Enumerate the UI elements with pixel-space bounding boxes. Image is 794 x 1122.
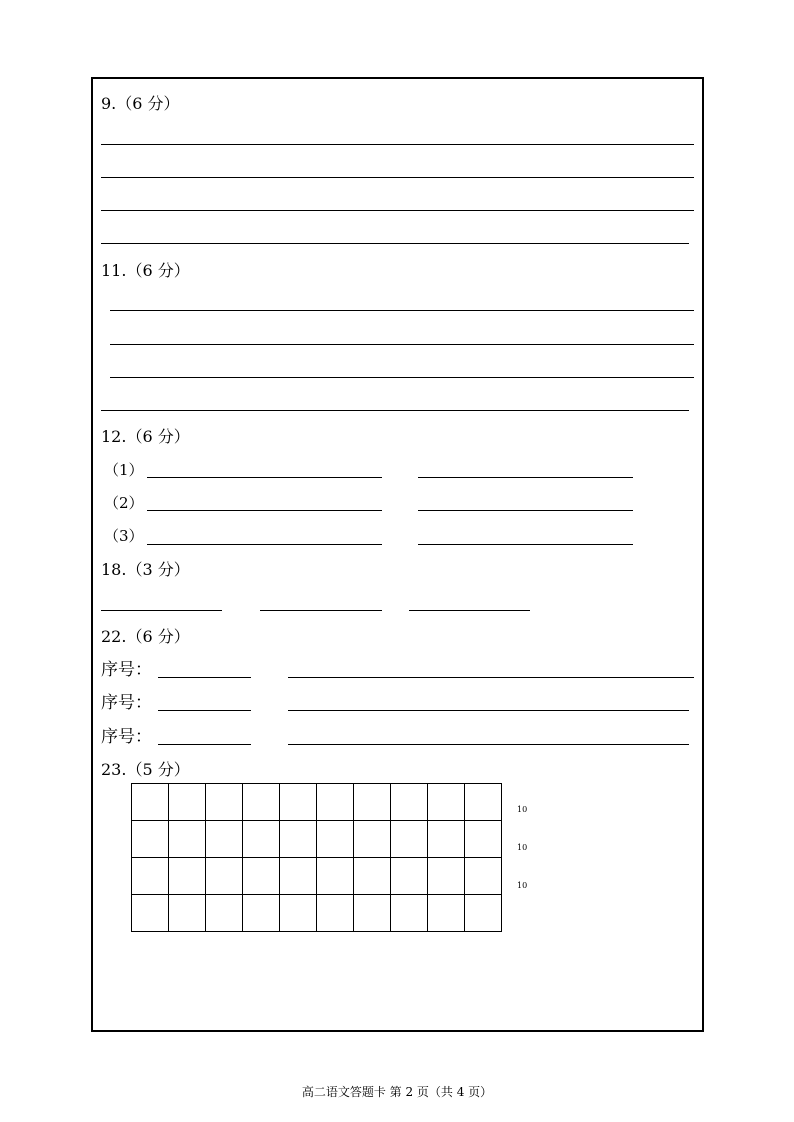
grid-cell[interactable] (354, 858, 391, 895)
q9-answer-line-1[interactable] (101, 144, 694, 145)
grid-cell[interactable] (391, 784, 428, 821)
grid-cell[interactable] (317, 895, 354, 932)
grid-cell[interactable] (428, 784, 465, 821)
grid-cell[interactable] (206, 895, 243, 932)
q12-item-2-label: （2） (104, 494, 144, 512)
grid-cell[interactable] (280, 895, 317, 932)
q22-row-1-answer-line[interactable] (288, 677, 694, 678)
q11-label: 11.（6 分） (101, 261, 190, 280)
grid-cell[interactable] (132, 858, 169, 895)
grid-cell[interactable] (465, 895, 502, 932)
grid-row (132, 895, 502, 932)
q12-item-2-line-b[interactable] (418, 510, 633, 511)
q11-answer-line-1[interactable] (110, 310, 694, 311)
q23-label: 23.（5 分） (101, 760, 190, 779)
grid-row (132, 858, 502, 895)
grid-row-2-count: 10 (517, 843, 528, 852)
grid-cell[interactable] (206, 858, 243, 895)
grid-cell[interactable] (317, 821, 354, 858)
q18-answer-line-2[interactable] (260, 610, 382, 611)
q12-item-1-line-a[interactable] (147, 477, 382, 478)
q22-row-3-prefix: 序号： (101, 727, 152, 747)
grid-row-1-count: 10 (517, 805, 528, 814)
grid-cell[interactable] (465, 821, 502, 858)
grid-cell[interactable] (243, 895, 280, 932)
q12-item-2-line-a[interactable] (147, 510, 382, 511)
grid-cell[interactable] (354, 784, 391, 821)
q11-answer-line-2[interactable] (110, 344, 694, 345)
grid-cell[interactable] (428, 821, 465, 858)
q11-answer-line-3[interactable] (110, 377, 694, 378)
grid-cell[interactable] (169, 858, 206, 895)
q9-answer-line-3[interactable] (101, 210, 694, 211)
q12-item-3-line-a[interactable] (147, 544, 382, 545)
q18-answer-line-1[interactable] (101, 610, 222, 611)
grid-cell[interactable] (317, 858, 354, 895)
q9-answer-line-4[interactable] (101, 243, 689, 244)
grid-row (132, 821, 502, 858)
grid-cell[interactable] (243, 784, 280, 821)
grid-cell[interactable] (465, 784, 502, 821)
grid-cell[interactable] (465, 858, 502, 895)
grid-cell[interactable] (354, 821, 391, 858)
grid-cell[interactable] (169, 821, 206, 858)
q9-answer-line-2[interactable] (101, 177, 694, 178)
q22-row-2-prefix: 序号： (101, 693, 152, 713)
q12-label: 12.（6 分） (101, 427, 190, 446)
grid-row (132, 784, 502, 821)
grid-cell[interactable] (280, 784, 317, 821)
q22-row-3-answer-line[interactable] (288, 744, 689, 745)
page-footer: 高二语文答题卡 第 2 页（共 4 页） (301, 1085, 493, 1099)
q22-label: 22.（6 分） (101, 627, 190, 646)
q12-item-3-line-b[interactable] (418, 544, 633, 545)
q22-row-3-number-line[interactable] (158, 744, 251, 745)
q22-row-1-prefix: 序号： (101, 660, 152, 680)
grid-cell[interactable] (243, 821, 280, 858)
q18-label: 18.（3 分） (101, 560, 190, 579)
q12-item-1-label: （1） (104, 461, 144, 479)
grid-cell[interactable] (169, 784, 206, 821)
q23-writing-grid (131, 783, 502, 932)
grid-cell[interactable] (132, 821, 169, 858)
grid-cell[interactable] (132, 895, 169, 932)
q22-row-1-number-line[interactable] (158, 677, 251, 678)
grid-cell[interactable] (169, 895, 206, 932)
grid-cell[interactable] (132, 784, 169, 821)
grid-cell[interactable] (317, 784, 354, 821)
q22-row-2-answer-line[interactable] (288, 710, 689, 711)
grid-cell[interactable] (354, 895, 391, 932)
q12-item-3-label: （3） (104, 527, 144, 545)
grid-cell[interactable] (391, 858, 428, 895)
grid-cell[interactable] (206, 784, 243, 821)
grid-cell[interactable] (280, 858, 317, 895)
grid-cell[interactable] (243, 858, 280, 895)
q11-answer-line-4[interactable] (101, 410, 689, 411)
grid-cell[interactable] (391, 895, 428, 932)
grid-cell[interactable] (391, 821, 428, 858)
grid-cell[interactable] (280, 821, 317, 858)
q12-item-1-line-b[interactable] (418, 477, 633, 478)
grid-row-3-count: 10 (517, 881, 528, 890)
grid-cell[interactable] (428, 895, 465, 932)
q18-answer-line-3[interactable] (409, 610, 530, 611)
q22-row-2-number-line[interactable] (158, 710, 251, 711)
q9-label: 9.（6 分） (101, 94, 180, 113)
grid-cell[interactable] (206, 821, 243, 858)
grid-cell[interactable] (428, 858, 465, 895)
